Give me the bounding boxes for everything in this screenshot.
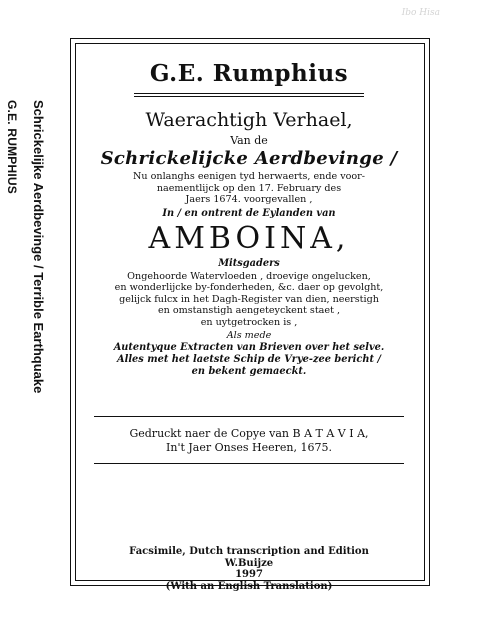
main-heading: Waerachtigh Verhael, — [145, 109, 353, 131]
islands-line: In / en ontrent de Eylanden van — [162, 207, 336, 219]
detail-line-3: gelijck fulcx in het Dagh-Register van dien, neerstigh — [119, 293, 379, 305]
imprint-rule-bottom — [94, 463, 404, 464]
edition-credits — [78, 546, 420, 592]
date-line-2: naementlijck op den 17. February des — [156, 182, 342, 194]
mitsgaders-line: Mitsgaders — [218, 257, 280, 269]
title-rule-thick — [134, 93, 364, 94]
date-line-1: Nu onlanghs eenigen tyd herwaerts, ende voor- — [133, 171, 365, 182]
detail-line-5: en uytgetrocken is , — [200, 316, 298, 328]
imprint-line-1: Gedruckt naer de Copye van B A T A V I A, — [129, 426, 369, 440]
edition-line-2: W.Buijze — [224, 557, 274, 569]
subject-heading: Schrickelijcke Aerdbevinge / — [100, 148, 398, 169]
detail-line-2: en wonderlijcke by-fonderheden, &c. daer op gevolght, — [114, 282, 384, 293]
date-line-3: Jaers 1674. voorgevallen , — [185, 194, 313, 205]
edition-line-3: 1997 — [235, 569, 263, 580]
detail-line-1: Ongehoorde Watervloeden , droevige ongelucken, — [127, 270, 371, 282]
book-spine — [0, 0, 62, 640]
imprint-rule — [94, 416, 404, 417]
detail-line-4: en omstanstigh aengeteyckent staet , — [157, 305, 341, 316]
title-page — [78, 46, 420, 464]
als-mede-line: Als mede — [226, 330, 272, 341]
extract-line-3: en bekent gemaeckt. — [191, 365, 307, 377]
spine-author: G.E. RUMPHIUS — [5, 100, 19, 194]
spine-title: Schrickelijke Aerdbevinge / Terrible Earthquake — [31, 100, 46, 394]
edition-line-4: (With an English Translation) — [165, 580, 333, 592]
van-de-line: Van de — [230, 134, 268, 147]
title-author: G.E. Rumphius — [149, 60, 349, 87]
extract-line-2: Alles met het laetste Schip de Vrye-zee bericht / — [117, 353, 381, 365]
edition-line-1: Facsimile, Dutch transcription and Edition — [129, 546, 369, 557]
imprint-line-2: In't Jaer Onses Heeren, 1675. — [166, 440, 332, 454]
extract-line-1: Autentyque Extracten van Brieven over het selve. — [113, 341, 385, 353]
title-rule-thin — [134, 96, 364, 97]
faded-corner-mark: Ibo Hisa — [401, 8, 440, 18]
place-name: AMBOINA, — [148, 220, 350, 256]
